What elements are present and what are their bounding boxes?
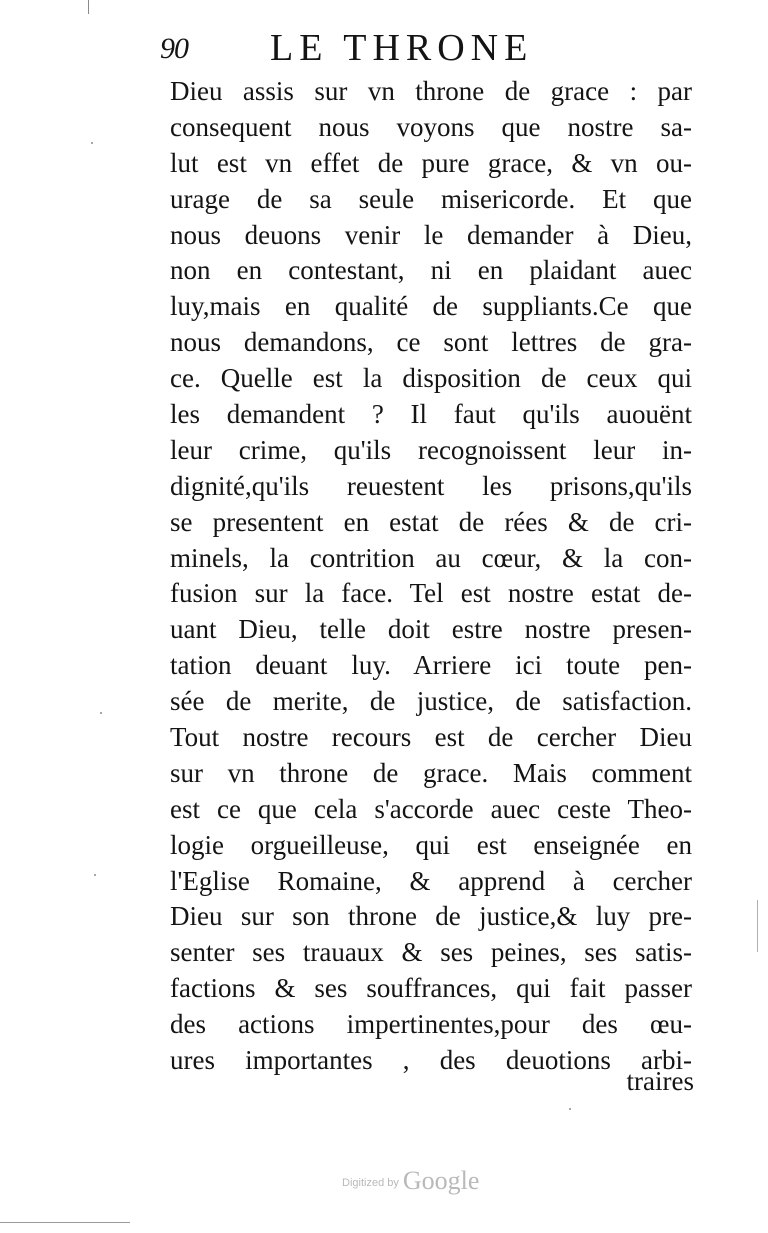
text-line: dignité,qu'ils reuestent les prisons,qu'ils xyxy=(170,470,692,501)
text-line: sée de merite, de justice, de satisfaction. xyxy=(170,686,692,717)
scan-edge-rule xyxy=(0,1222,130,1223)
text-line: sur vn throne de grace. Mais comment xyxy=(170,757,692,788)
watermark-logo: Google xyxy=(402,1166,480,1195)
text-line: minels, la contrition au cœur, & la con- xyxy=(170,542,692,573)
body-text xyxy=(170,74,692,1079)
watermark-prefix: Digitized by xyxy=(342,1177,399,1189)
text-line: non en contestant, ni en plaidant auec xyxy=(170,255,692,286)
paper-speck xyxy=(569,1108,571,1110)
text-line: Dieu assis sur vn throne de grace : par xyxy=(170,76,692,106)
text-line: Dieu sur son throne de justice,& luy pre- xyxy=(170,901,692,932)
text-line: lut est vn effet de pure grace, & vn ou- xyxy=(170,147,692,178)
paper-speck xyxy=(100,712,102,714)
text-line: tation deuant luy. Arriere ici toute pen- xyxy=(170,650,692,681)
text-line: logie orgueilleuse, qui est enseignée en xyxy=(170,829,692,860)
text-line: nous deuons venir le demander à Dieu, xyxy=(170,219,692,250)
running-head: LE THRONE xyxy=(270,27,534,69)
paper-speck xyxy=(91,142,93,144)
text-line: leur crime, qu'ils recognoissent leur in- xyxy=(170,434,692,465)
text-line: nous demandons, ce sont lettres de gra- xyxy=(170,327,692,358)
text-line: fusion sur la face. Tel est nostre estat de- xyxy=(170,578,692,609)
text-line: se presentent en estat de rées & de cri- xyxy=(170,506,692,537)
digitization-watermark xyxy=(342,1166,479,1196)
text-line: est ce que cela s'accorde auec ceste Theo- xyxy=(170,793,692,824)
page-header xyxy=(160,26,700,72)
text-line: les demandent ? Il faut qu'ils auouënt xyxy=(170,399,692,430)
text-line: Tout nostre recours est de cercher Dieu xyxy=(170,722,692,753)
text-line: senter ses trauaux & ses peines, ses satis- xyxy=(170,937,692,968)
text-line: ce. Quelle est la disposition de ceux qui xyxy=(170,363,692,394)
text-line: des actions impertinentes,pour des œu- xyxy=(170,1009,692,1040)
text-line: uant Dieu, telle doit estre nostre presen- xyxy=(170,614,692,645)
gutter-mark xyxy=(757,900,758,952)
catchword: traires xyxy=(626,1066,694,1096)
text-line: l'Eglise Romaine, & apprend à cercher xyxy=(170,865,692,896)
page-edge-mark xyxy=(88,0,89,14)
text-line: consequent nous voyons que nostre sa- xyxy=(170,111,692,142)
text-line: factions & ses souffrances, qui fait passer xyxy=(170,973,692,1004)
text-line: luy,mais en qualité de suppliants.Ce que xyxy=(170,291,692,322)
text-line: ures importantes , des deuotions arbi- xyxy=(170,1045,692,1076)
page-number: 90 xyxy=(160,32,188,65)
paper-speck xyxy=(94,874,96,876)
text-line: urage de sa seule misericorde. Et que xyxy=(170,183,692,214)
